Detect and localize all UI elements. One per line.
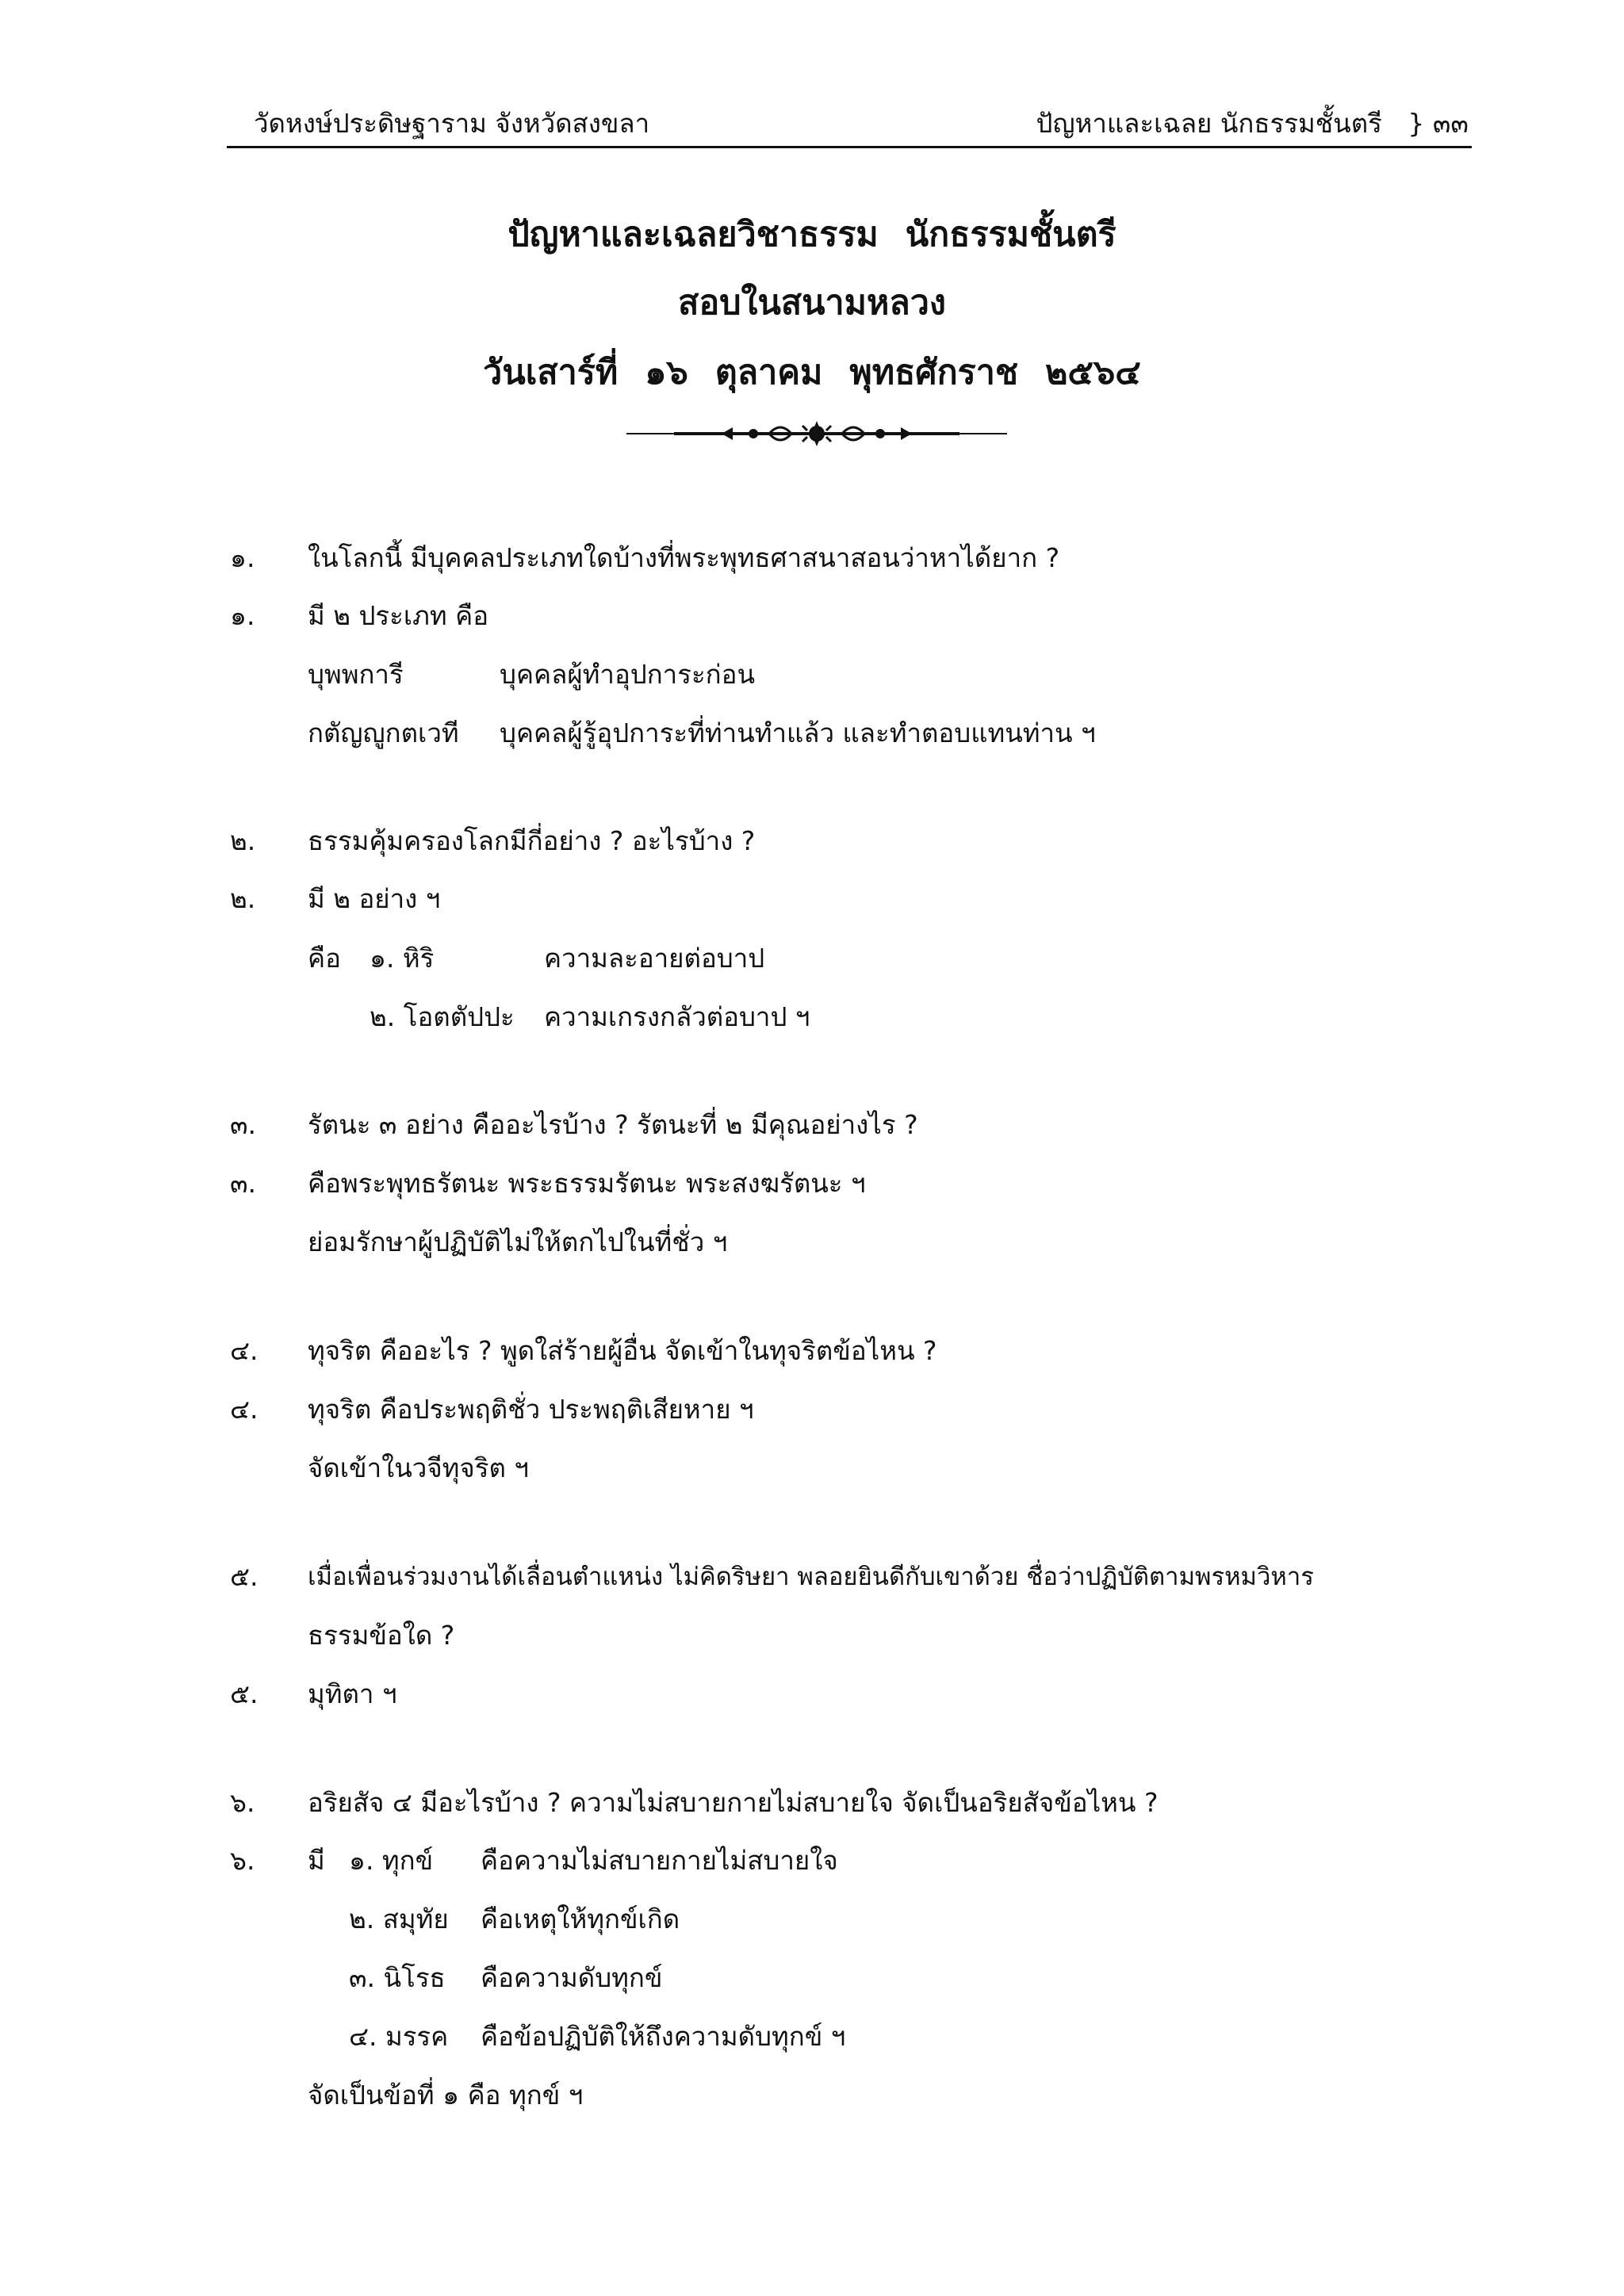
answer-lead: คือ	[308, 943, 341, 974]
question-text: อริยสัจ ๔ มีอะไรบ้าง ? ความไม่สบายกายไม่สบายใจ จัดเป็นอริยสัจข้อไหน ?	[308, 1787, 1159, 1818]
title-level: นักธรรมชั้นตรี	[905, 215, 1116, 254]
question-text: ทุจริต คืออะไร ? พูดใส่ร้ายผู้อื่น จัดเข้าในทุจริตข้อไหน ?	[308, 1335, 937, 1366]
answer-term: บุพพการี	[308, 659, 404, 690]
answer-definition: ความละอายต่อบาป	[544, 943, 765, 974]
question-number: ๖.	[230, 1787, 255, 1818]
question-text: ธรรมคุ้มครองโลกมีกี่อย่าง ? อะไรบ้าง ?	[308, 825, 756, 856]
answer-term: ๓. นิโรธ	[349, 1962, 446, 1993]
answer-term: ๑. หิริ	[370, 943, 435, 974]
question-number: ๓.	[230, 1109, 257, 1140]
title-subject: ปัญหาและเฉลยวิชาธรรม	[508, 215, 879, 254]
question-number: ๒.	[230, 825, 256, 856]
question-number: ๔.	[230, 1335, 259, 1366]
header-title-text: ปัญหาและเฉลย นักธรรมชั้นตรี	[1036, 108, 1382, 139]
answer-definition: คือข้อปฏิบัติให้ถึงความดับทุกข์ ฯ	[481, 2021, 846, 2052]
answer-definition: คือเหตุให้ทุกข์เกิด	[481, 1904, 680, 1934]
answer-definition: ความเกรงกลัวต่อบาป ฯ	[544, 1001, 810, 1032]
title-era: พุทธศักราช	[849, 353, 1019, 392]
question-text: ในโลกนี้ มีบุคคลประเภทใดบ้างที่พระพุทธศาสนาสอนว่าหาได้ยาก ?	[308, 542, 1060, 573]
answer-term: ๒. โอตตัปปะ	[370, 1001, 515, 1032]
answer-text: มี ๒ อย่าง ฯ	[308, 883, 441, 914]
answer-definition: บุคคลผู้ทำอุปการะก่อน	[500, 659, 756, 690]
answer-text: ทุจริต คือประพฤติชั่ว ประพฤติเสียหาย ฯ	[308, 1394, 754, 1425]
answer-number: ๖.	[230, 1845, 255, 1876]
answer-text: ย่อมรักษาผู้ปฏิบัติไม่ให้ตกไปในที่ชั่ว ฯ	[308, 1226, 728, 1257]
answer-definition: คือความดับทุกข์	[481, 1962, 663, 1993]
answer-number: ๑.	[230, 600, 255, 631]
title-year: ๒๕๖๔	[1045, 353, 1141, 392]
answer-number: ๒.	[230, 883, 256, 914]
answer-text: จัดเข้าในวจีทุจริต ฯ	[308, 1452, 529, 1483]
answer-definition: บุคคลผู้รู้อุปการะที่ท่านทำแล้ว และทำตอบแทนท่าน ฯ	[500, 718, 1096, 748]
answer-lead: มี	[308, 1845, 325, 1876]
question-text: ธรรมข้อใด ?	[308, 1620, 455, 1651]
answer-number: ๕.	[230, 1678, 259, 1709]
header-book-title	[1036, 108, 1469, 140]
answer-term: ๔. มรรค	[349, 2021, 449, 2052]
header-temple-name: วัดหงษ์ประดิษฐาราม จังหวัดสงขลา	[254, 108, 650, 139]
title-month: ตุลาคม	[714, 353, 823, 392]
title-day: ๑๖	[645, 353, 688, 392]
title-line-1	[0, 212, 1624, 257]
header-rule	[227, 146, 1472, 148]
answer-number: ๔.	[230, 1394, 259, 1425]
question-number: ๑.	[230, 542, 255, 573]
answer-number: ๓.	[230, 1168, 257, 1199]
answer-text: คือพระพุทธรัตนะ พระธรรมรัตนะ พระสงฆรัตนะ ฯ	[308, 1168, 866, 1199]
answer-term: ๑. ทุกข์	[349, 1845, 434, 1876]
header-page-number: ๓๓	[1432, 108, 1469, 139]
header-brace: }	[1408, 108, 1425, 139]
ornament-divider-icon	[626, 419, 1007, 449]
answer-definition: คือความไม่สบายกายไม่สบายใจ	[481, 1845, 838, 1876]
answer-text: มุทิตา ฯ	[308, 1678, 397, 1709]
answer-term: ๒. สมุทัย	[349, 1904, 449, 1934]
answer-term: กตัญญูกตเวที	[308, 718, 459, 748]
title-weekday: วันเสาร์ที่	[483, 353, 619, 392]
answer-text: มี ๒ ประเภท คือ	[308, 600, 489, 631]
title-date-line	[0, 350, 1624, 395]
question-number: ๕.	[230, 1561, 259, 1592]
question-text: เมื่อเพื่อนร่วมงานได้เลื่อนตำแหน่ง ไม่คิดริษยา พลอยยินดีกับเขาด้วย ชื่อว่าปฏิบัติตามพรหมวิหาร	[308, 1563, 1314, 1591]
question-text: รัตนะ ๓ อย่าง คืออะไรบ้าง ? รัตนะที่ ๒ มีคุณอย่างไร ?	[308, 1109, 918, 1140]
title-line-2: สอบในสนามหลวง	[678, 283, 946, 323]
answer-text: จัดเป็นข้อที่ ๑ คือ ทุกข์ ฯ	[308, 2080, 584, 2110]
